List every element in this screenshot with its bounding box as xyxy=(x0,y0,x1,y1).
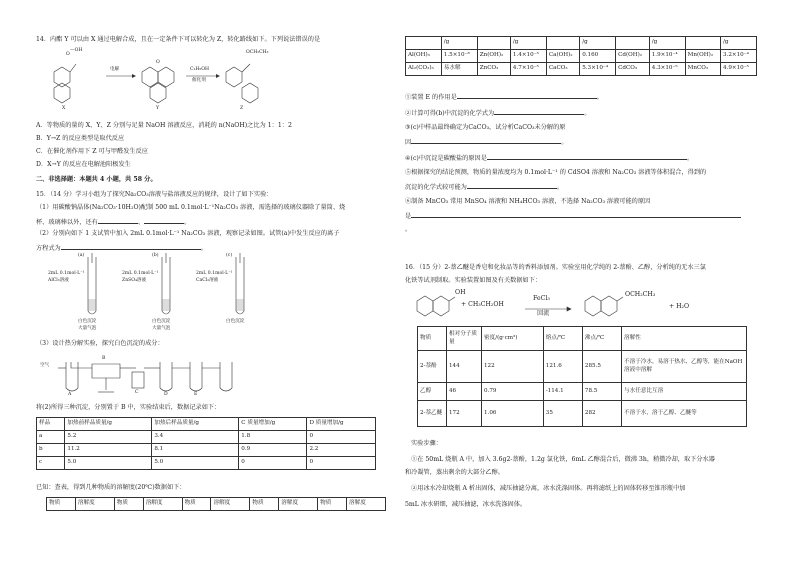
option-c: C．在催化剂作用下 Z 可与甲醛发生反应 xyxy=(36,148,148,155)
option-a: A．等物质的量的 X、Y、Z 分别与足量 NaOH 溶液反应，消耗的 n(NaOH)之比为 1：1：2 xyxy=(36,122,292,129)
table-cell: 1.4×10⁻⁵ xyxy=(510,50,546,63)
r-item-6: ⑥制备 MnCO₃ 常用 MnSO₄ 溶液和 NH₄HCO₃ 溶液，不选择 Na₂CO₃ 溶液可能的原因 xyxy=(405,198,651,205)
table-row xyxy=(418,383,747,401)
table-header-cell: 物质 xyxy=(250,498,279,511)
step-1-cont: 和冷凝管，蒸出剩余的大部分乙醇。 xyxy=(405,469,504,476)
table-cell: 1.06 xyxy=(482,401,544,427)
r-item-6-end: 。 xyxy=(405,226,412,233)
table-cell: 285.5 xyxy=(582,351,621,383)
table-row xyxy=(406,50,757,63)
air-label: 空气 xyxy=(40,363,50,368)
table-cell: ZnCO₃ xyxy=(477,63,510,76)
table-cell: 4.3×10⁻⁵ xyxy=(649,63,685,76)
table-header-cell: 溶解度 xyxy=(75,498,114,511)
table-row xyxy=(37,418,376,431)
carboxyl-label: —OH xyxy=(70,48,83,53)
test-tube-figure xyxy=(36,253,266,365)
table-header-cell: 溶解度 xyxy=(211,498,250,511)
table-cell: 0.79 xyxy=(482,383,544,401)
table-cell: Al(OH)₃ xyxy=(406,50,442,63)
catalyst-label: 催化剂 xyxy=(192,78,206,83)
table-cell: CaCO₃ xyxy=(546,63,579,76)
apparatus-c-label: C xyxy=(135,390,139,395)
unit-cell: /g xyxy=(441,37,477,50)
table-cell: Cd(OH)₂ xyxy=(616,50,650,63)
table-header-cell: 物质 xyxy=(47,498,76,511)
table-header-cell: 沸点/℃ xyxy=(582,327,621,351)
table-row xyxy=(406,37,757,50)
naphthol-oh-label: OH xyxy=(455,289,466,296)
table-cell: 5.0 xyxy=(152,457,239,470)
q15-part1-cont: 杯、玻璃棒以外，还有 、 。 xyxy=(36,219,191,226)
table-header-cell: 加热前样品质量/g xyxy=(65,418,152,431)
unit-cell: /g xyxy=(721,37,757,50)
table-header-cell: D 质量增加/g xyxy=(307,418,376,431)
table-cell: 与水任意比互溶 xyxy=(622,383,747,401)
option-d: D．X→Y 的反应在电解池阳极发生 xyxy=(36,161,131,168)
table-cell: 121.6 xyxy=(543,351,582,383)
table-row xyxy=(418,327,747,351)
r-item-6-cont: 是 xyxy=(405,211,741,221)
table-cell: 144 xyxy=(447,351,482,383)
table-header-cell: 加热后样品质量/g xyxy=(152,418,239,431)
table-cell: Ca(OH)₂ xyxy=(546,50,579,63)
apparatus-e-label: E xyxy=(194,392,198,397)
table-header-cell: 物质 xyxy=(318,498,347,511)
table-cell: 0 xyxy=(307,457,376,470)
unit-cell: /g xyxy=(580,37,616,50)
table-cell: Al₂(CO₃)₃ xyxy=(406,63,442,76)
table-cell: CdCO₃ xyxy=(616,63,650,76)
r-item-4: ④(c)中沉淀是碳酸盐的原因是 。 xyxy=(405,155,694,162)
table-cell: 易水解 xyxy=(441,63,477,76)
q15-part3-data: 将(2)所得三种沉淀，分别置于 B 中，实验结束后，数据记录如下： xyxy=(36,404,221,411)
table-cell: 172 xyxy=(447,401,482,427)
table-cell: 8.1 xyxy=(152,444,239,457)
table-cell: 0 xyxy=(239,457,307,470)
question-14: 14．内酯 Y 可以由 X 通过电解合成，且在一定条件下可以转化为 Z，转化路线如下。下列说法错误的是 xyxy=(36,36,321,43)
table-row xyxy=(406,63,757,76)
table-cell: 1.5×10⁻⁸ xyxy=(441,50,477,63)
tube-b-obs1: 白色沉淀 xyxy=(152,319,171,324)
reaction-scheme xyxy=(40,46,280,116)
r-item-5-cont: 沉淀的化学式较可能为 。 xyxy=(405,184,564,191)
table-header-cell: 溶解度 xyxy=(347,498,386,511)
question-15: 15．（14 分）学习小组为了探究Na₂CO₃溶液与盐溶液反应的规律，设计了如下实验： xyxy=(36,191,273,198)
q15-part2-cont: 方程式为 。 xyxy=(36,245,207,252)
table-cell: 11.2 xyxy=(65,444,152,457)
apparatus-a-label: A xyxy=(68,392,72,397)
step-1: ①在 50mL 烧瓶 A 中，加入 3.6g2-萘酚，1.2g 氯化铁，6mL 乙醇混合后，微沸 3h，稍微冷却，取下分水器 xyxy=(411,456,715,463)
table-header-cell: 相对分子质量 xyxy=(447,327,482,351)
fecl3-label: FeCl₃ xyxy=(533,295,550,302)
step-2-cont: 5mL 冰水研细，减压抽滤，冰水洗涤固体。 xyxy=(405,501,527,508)
ether-label: OCH₂CH₃ xyxy=(625,291,656,298)
compound-y-label: Y xyxy=(156,106,160,111)
question-16: 16．（15 分）2-萘乙醚是香皂和化妆品等的香料添加剂。实验室用化学纯的 2-萘酚、乙醇，分析纯的无水三氯 xyxy=(405,264,706,271)
table-cell: 2-萘酚 xyxy=(418,351,447,383)
tube-c-obs1: 白色沉淀 xyxy=(226,319,245,324)
r-item-2: ②计算可得(b)中沉淀的化学式为 。 xyxy=(405,110,591,117)
unit-cell: /g xyxy=(510,37,546,50)
steps-heading: 实验步骤： xyxy=(411,440,442,447)
properties-table xyxy=(417,326,747,427)
question-16-cont: 化铁等试剂制取。实验装置如图及有关数据如下： xyxy=(405,277,542,284)
table-cell: 不溶于水，溶于乙醇、乙醚等 xyxy=(622,401,747,427)
table-header-cell: 溶解度 xyxy=(143,498,182,511)
tube-c-tag: (c) xyxy=(226,253,233,258)
table-cell: 35 xyxy=(543,401,582,427)
table-cell: 1.8 xyxy=(239,431,307,444)
table-row xyxy=(47,498,386,511)
table-cell: 乙醇 xyxy=(418,383,447,401)
tube-a-tag: (a) xyxy=(78,253,85,258)
solubility-header-table xyxy=(46,497,386,511)
table-header-cell: 物质 xyxy=(114,498,143,511)
electrolysis-label: 电解 xyxy=(110,67,120,72)
table-cell: 2-萘乙醚 xyxy=(418,401,447,427)
tube-b-reagent: 2mL 0.1mol·L⁻¹ xyxy=(122,271,159,276)
table-header-cell: 样品 xyxy=(37,418,65,431)
table-cell: b xyxy=(37,444,65,457)
apparatus-drawing xyxy=(40,354,280,400)
table-row xyxy=(37,444,376,457)
table-cell: 4.7×10⁻⁵ xyxy=(510,63,546,76)
apparatus-figure xyxy=(40,354,280,400)
table-cell: 5.2 xyxy=(65,431,152,444)
table-header-cell: 物质 xyxy=(418,327,447,351)
table-cell: MnCO₃ xyxy=(685,63,720,76)
table-cell: 0.160 xyxy=(580,50,616,63)
tube-a-obs2: 大量气泡 xyxy=(78,326,97,331)
table-row xyxy=(418,401,747,427)
table-header-cell: 熔点/℃ xyxy=(543,327,582,351)
compound-x-label: X xyxy=(62,106,66,111)
apparatus-d-label: D xyxy=(164,392,168,397)
table-cell: 3.2×10⁻⁴ xyxy=(721,50,757,63)
tube-b-obs2: 大量气泡 xyxy=(152,326,171,331)
table-header-cell: 密度/(g·cm³) xyxy=(482,327,544,351)
table-cell: 46 xyxy=(447,383,482,401)
table-cell: 282 xyxy=(582,401,621,427)
mass-data-table xyxy=(36,417,376,470)
ethanol-term: + CH₃CH₂OH xyxy=(461,301,504,308)
q15-part1: （1）用碳酸钠晶体(Na₂CO₃·10H₂O)配制 500 mL 0.1mol·L⁻¹Na₂CO₃ 溶液，需选择的玻璃仪器除了量筒、烧 xyxy=(36,204,346,211)
table-cell: c xyxy=(37,457,65,470)
table-cell: -114.1 xyxy=(543,383,582,401)
q15-part3: （3）设计热分解实验，探究白色沉淀的成分： xyxy=(36,340,164,347)
table-cell: 122 xyxy=(482,351,544,383)
r-item-5: ⑤根据探究的结论预测，物质的量浓度均为 0.1mol·L⁻¹ 的 CdSO4 溶液和 Na₂CO₃ 溶液等体积混合，得到的 xyxy=(405,169,707,176)
table-row xyxy=(37,431,376,444)
table-cell: 5.3×10⁻⁴ xyxy=(580,63,616,76)
solubility-table xyxy=(405,36,757,76)
table-cell: 5.0 xyxy=(65,457,152,470)
r-item-3-cont: 因 。 xyxy=(405,139,568,146)
r-item-3: ③(c)中样品最终确定为CaCO₃，试分析CaCO₃未分解的原 xyxy=(405,124,566,131)
table-cell: 1.9×10⁻⁴ xyxy=(649,50,685,63)
lactone-o-label: O xyxy=(156,60,160,65)
section-2-heading: 二、非选择题：本题共 4 小题，共 58 分。 xyxy=(36,176,157,183)
table-cell: 4.9×10⁻⁵ xyxy=(721,63,757,76)
water-term: + H₂O xyxy=(669,303,690,310)
option-b: B．Y→Z 的反应类型是取代反应 xyxy=(36,135,125,142)
table-cell: Mn(OH)₂ xyxy=(685,50,720,63)
table-cell: 0.9 xyxy=(239,444,307,457)
tube-a-salt: AlCl₃溶液 xyxy=(48,278,69,283)
table-cell: 2.2 xyxy=(307,444,376,457)
table-header-cell: 溶解度 xyxy=(279,498,318,511)
tube-a-reagent: 2mL 0.1mol·L⁻¹ xyxy=(48,271,85,276)
table-row xyxy=(418,351,747,383)
compound-z-label: Z xyxy=(240,106,244,111)
unit-cell: /g xyxy=(649,37,685,50)
ethanol-label: C₂H₅OH xyxy=(190,67,209,72)
table-cell: a xyxy=(37,431,65,444)
step-2: ②用冰水冷却烧瓶 A 析出固体，减压抽滤分离，冰水洗涤固体。再将滤纸上的固体转移至锥形瓶中加 xyxy=(411,485,686,492)
tube-b-tag: (b) xyxy=(152,253,159,258)
tube-b-salt: ZnSO₄溶液 xyxy=(122,278,147,283)
table-header-cell: 溶解性 xyxy=(622,327,747,351)
reaction-equation xyxy=(405,289,757,323)
carbonyl-o-label: O xyxy=(66,52,70,57)
table-row xyxy=(37,457,376,470)
table-cell: 78.5 xyxy=(582,383,621,401)
table-cell: 3.4 xyxy=(152,431,239,444)
reflux-label: 回流 xyxy=(537,310,550,317)
table-cell: Zn(OH)₂ xyxy=(477,50,510,63)
table-cell: 0 xyxy=(307,431,376,444)
table-cell: 不溶于冷水，易溶于热水、乙醇等，能在NaOH 溶液中溶解 xyxy=(622,351,747,383)
tube-c-reagent: 2mL 0.1mol·L⁻¹ xyxy=(196,271,233,276)
scheme-drawing xyxy=(40,46,280,116)
apparatus-b-label: B xyxy=(102,356,106,361)
table-header-cell: C 质量增加/g xyxy=(239,418,307,431)
table-header-cell: 物质 xyxy=(182,498,211,511)
ester-label: OCH₂CH₃ xyxy=(246,50,269,55)
solubility-intro: 已知：查表，得到几种物质的溶解度(20℃)数据如下： xyxy=(36,484,186,491)
q15-part2: （2）分别向如下 1 支试管中加入 2mL 0.1mol·L⁻¹ Na₂CO₃ 溶液，观察记录如图。试管(a)中发生反应的离子 xyxy=(36,230,340,237)
r-item-1: ①装置 E 的作用是 。 xyxy=(405,94,603,101)
tube-c-salt: CaCl₂溶液 xyxy=(196,278,219,283)
tube-a-obs1: 白色沉淀 xyxy=(78,319,97,324)
